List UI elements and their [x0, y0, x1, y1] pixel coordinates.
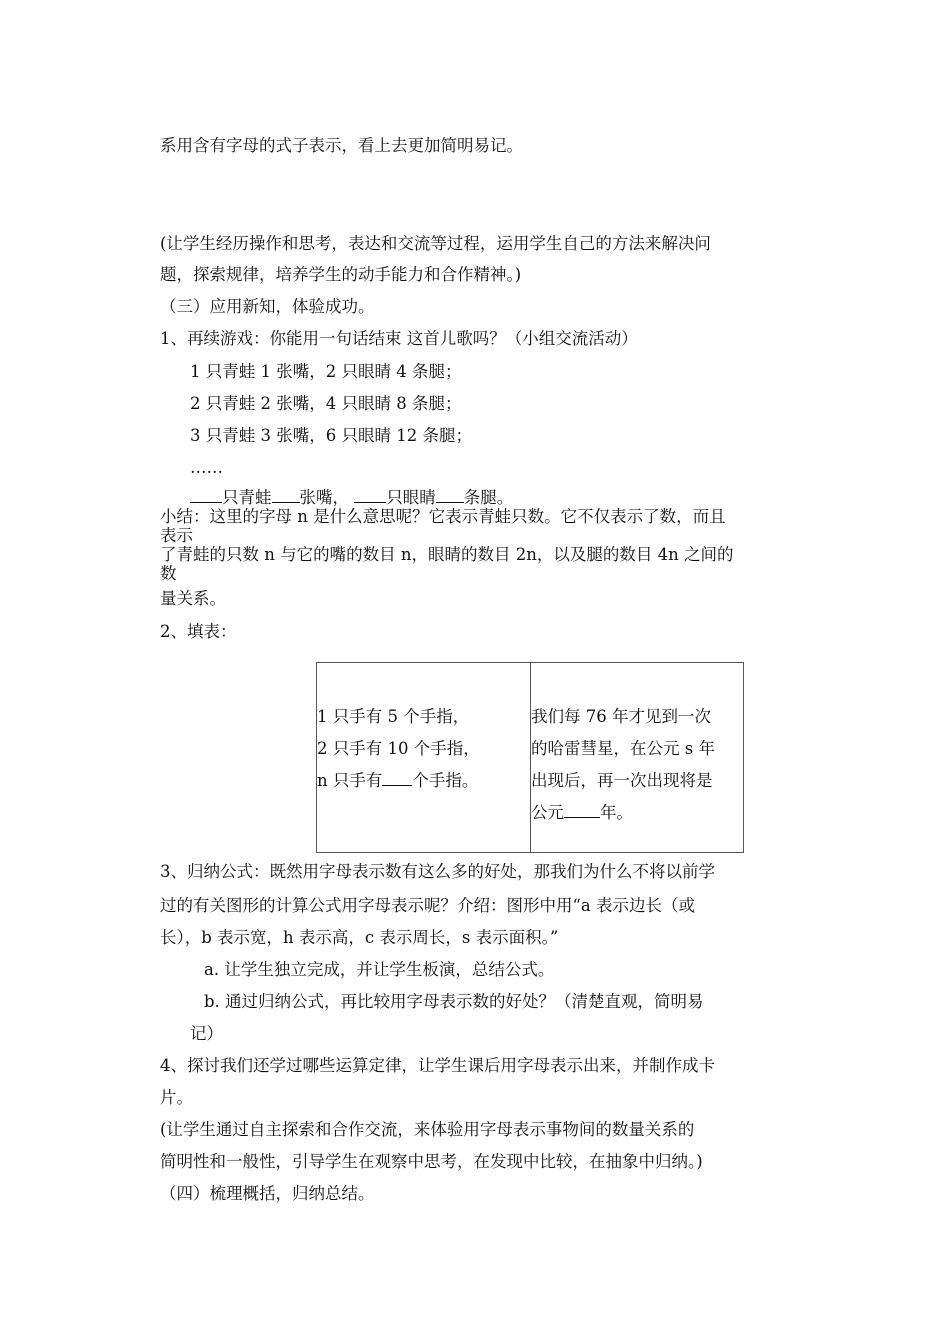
cell-right-blank [564, 803, 600, 818]
intro-note-line-1: (让学生经历操作和思考，表达和交流等过程，运用学生自己的方法来解决问 [160, 234, 711, 253]
fill-text-4: 条腿。 [463, 488, 514, 507]
fill-text-1: 只青蛙 [222, 488, 272, 507]
cell-left-text-b: 个手指。 [412, 771, 479, 790]
item-3-line-3: 长），b 表示宽，h 表示高，c 表示周长，s 表示面积。” [160, 928, 559, 947]
frog-ellipsis: …… [190, 458, 223, 477]
top-line: 系用含有字母的式子表示，看上去更加简明易记。 [160, 136, 523, 155]
fill-text-2: 张嘴， [299, 488, 349, 507]
fill-text-3: 只眼睛 [386, 488, 436, 507]
table-cell-left [316, 662, 531, 853]
frog-line-1: 1 只青蛙 1 张嘴，2 只眼睛 4 条腿； [190, 362, 462, 381]
section-4-title: （四）梳理概括，归纳总结。 [160, 1184, 375, 1203]
closing-note-line-1: (让学生通过自主探索和合作交流，来体验用字母表示事物间的数量关系的 [160, 1120, 695, 1139]
frog-line-3: 3 只青蛙 3 张嘴，6 只眼睛 12 条腿； [190, 426, 472, 445]
summary-line-2: 表示 [160, 526, 193, 545]
item-3-line-2: 过的有关图形的计算公式用字母表示呢？介绍：图形中用“a 表示边长（或 [160, 896, 696, 915]
item-4-line-2: 片。 [160, 1088, 193, 1107]
section-3-title: （三）应用新知，体验成功。 [160, 297, 375, 316]
item-1-title: 1、再续游戏：你能用一句话结束 这首儿歌吗？（小组交流活动） [160, 329, 638, 348]
fill-blank-3 [354, 488, 386, 503]
summary-line-3: 了青蛙的只数 n 与它的嘴的数目 n，眼睛的数目 2n，以及腿的数目 4n 之间的 [160, 545, 734, 564]
frog-fill-line [190, 488, 513, 508]
cell-left-blank [382, 771, 412, 786]
table-cell-right [530, 662, 744, 853]
cell-left-line-3 [317, 771, 478, 791]
item-4-line-1: 4、探讨我们还学过哪些运算定律，让学生课后用字母表示出来，并制作成卡 [160, 1056, 715, 1075]
cell-right-text-a: 公元 [531, 803, 564, 822]
cell-left-text-a: n 只手有 [317, 771, 383, 790]
fill-blank-1 [190, 488, 222, 503]
item-2-title: 2、填表： [160, 622, 237, 641]
frog-line-2: 2 只青蛙 2 张嘴，4 只眼睛 8 条腿； [190, 394, 462, 413]
cell-right-line-3: 出现后，再一次出现将是 [531, 771, 713, 790]
cell-left-line-1: 1 只手有 5 个手指， [317, 707, 470, 726]
summary-line-5: 量关系。 [160, 589, 226, 608]
intro-note-line-2: 题，探索规律，培养学生的动手能力和合作精神。) [160, 265, 522, 284]
fill-blank-4 [436, 488, 464, 503]
item-3-sub-b: b. 通过归纳公式，再比较用字母表示数的好处？（清楚直观，简明易 [204, 992, 704, 1011]
summary-line-1: 小结：这里的字母 n 是什么意思呢？它表示青蛙只数。它不仅表示了数，而且 [160, 507, 726, 526]
item-3-sub-b-cont: 记） [190, 1024, 223, 1043]
fill-blank-2 [272, 488, 300, 503]
cell-right-line-4 [531, 803, 633, 823]
cell-left-line-2: 2 只手有 10 个手指， [317, 739, 480, 758]
item-3-sub-a: a. 让学生独立完成，并让学生板演，总结公式。 [204, 960, 555, 979]
cell-right-text-b: 年。 [600, 803, 633, 822]
cell-right-line-2: 的哈雷彗星，在公元 s 年 [531, 739, 715, 758]
closing-note-line-2: 简明性和一般性，引导学生在观察中思考，在发现中比较，在抽象中归纳。) [160, 1152, 703, 1171]
summary-line-4: 数 [160, 564, 177, 583]
item-3-line-1: 3、归纳公式：既然用字母表示数有这么多的好处，那我们为什么不将以前学 [160, 862, 715, 881]
cell-right-line-1: 我们每 76 年才见到一次 [531, 707, 711, 726]
